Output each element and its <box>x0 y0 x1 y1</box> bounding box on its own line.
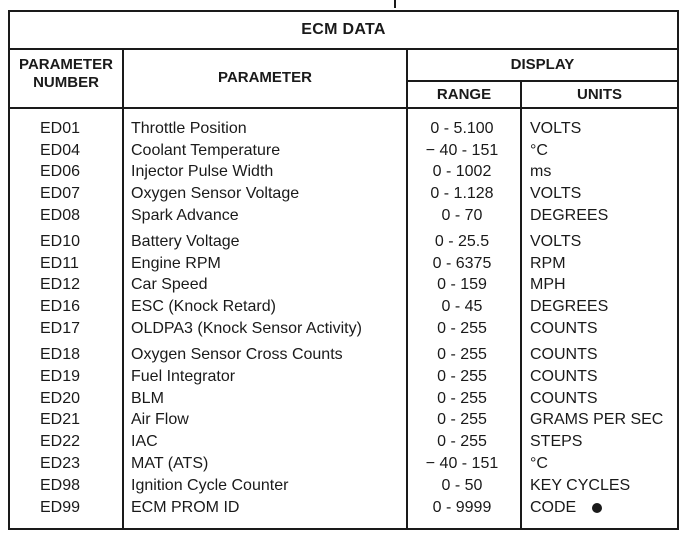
header-units: UNITS <box>577 86 622 103</box>
parameter-number-cell: ED01 <box>40 120 81 137</box>
range-cell: − 40 - 151 <box>425 455 499 472</box>
header-display: DISPLAY <box>510 56 575 73</box>
range-cell: 0 - 5.100 <box>430 120 494 137</box>
header-parameter: PARAMETER <box>218 69 312 86</box>
header-parameter-number-line1: PARAMETER <box>19 56 113 73</box>
units-cell: VOLTS <box>530 233 582 250</box>
top-tick-mark <box>394 0 396 8</box>
units-cell: MPH <box>530 276 566 293</box>
parameter-number-cell: ED16 <box>40 298 81 315</box>
table-row <box>10 161 677 183</box>
table-row <box>10 344 677 366</box>
table-row <box>10 318 677 340</box>
parameter-name-cell: BLM <box>131 390 164 407</box>
units-cell: KEY CYCLES <box>530 477 631 494</box>
units-cell: COUNTS <box>530 320 598 337</box>
units-cell: COUNTS <box>530 390 598 407</box>
table-row <box>10 140 677 162</box>
parameter-number-cell: ED10 <box>40 233 81 250</box>
parameter-number-cell: ED23 <box>40 455 81 472</box>
range-cell: 0 - 255 <box>437 320 487 337</box>
parameter-number-cell: ED18 <box>40 346 81 363</box>
units-cell: °C <box>530 142 548 159</box>
units-cell: DEGREES <box>530 207 609 224</box>
table-row <box>10 453 677 475</box>
units-cell: STEPS <box>530 433 583 450</box>
table-row <box>10 431 677 453</box>
parameter-number-cell: ED98 <box>40 477 81 494</box>
table-title: ECM DATA <box>10 12 677 50</box>
range-cell: 0 - 25.5 <box>434 233 490 250</box>
units-cell: °C <box>530 455 548 472</box>
parameter-number-cell: ED07 <box>40 185 81 202</box>
table-row <box>10 296 677 318</box>
range-cell: 0 - 1.128 <box>430 185 494 202</box>
units-cell: VOLTS <box>530 120 582 137</box>
units-cell: COUNTS <box>530 368 598 385</box>
units-cell: ms <box>530 163 552 180</box>
parameter-name-cell: Oxygen Sensor Cross Counts <box>131 346 343 363</box>
range-cell: 0 - 159 <box>437 276 487 293</box>
parameter-name-cell: Throttle Position <box>131 120 247 137</box>
range-cell: 0 - 45 <box>441 298 483 315</box>
parameter-name-cell: IAC <box>131 433 158 450</box>
table-row <box>10 388 677 410</box>
range-cell: 0 - 1002 <box>432 163 492 180</box>
table-row <box>10 118 677 140</box>
parameter-name-cell: ECM PROM ID <box>131 499 240 516</box>
units-cell: DEGREES <box>530 298 609 315</box>
units-cell: VOLTS <box>530 185 582 202</box>
parameter-number-cell: ED99 <box>40 499 81 516</box>
parameter-number-cell: ED06 <box>40 163 81 180</box>
parameter-name-cell: Car Speed <box>131 276 208 293</box>
parameter-name-cell: Injector Pulse Width <box>131 163 274 180</box>
table-row <box>10 231 677 253</box>
parameter-name-cell: Fuel Integrator <box>131 368 236 385</box>
parameter-number-cell: ED20 <box>40 390 81 407</box>
range-cell: 0 - 255 <box>437 346 487 363</box>
table-row <box>10 183 677 205</box>
header-range: RANGE <box>436 86 492 103</box>
range-cell: − 40 - 151 <box>425 142 499 159</box>
units-cell: COUNTS <box>530 346 598 363</box>
range-cell: 0 - 9999 <box>432 499 492 516</box>
parameter-name-cell: Battery Voltage <box>131 233 240 250</box>
range-cell: 0 - 255 <box>437 390 487 407</box>
parameter-name-cell: Air Flow <box>131 411 189 428</box>
range-cell: 0 - 70 <box>441 207 483 224</box>
range-cell: 0 - 50 <box>441 477 483 494</box>
range-cell: 0 - 255 <box>437 411 487 428</box>
filled-circle-icon <box>592 503 602 513</box>
table-row <box>10 205 677 227</box>
parameter-number-cell: ED21 <box>40 411 81 428</box>
units-cell: CODE <box>530 499 577 516</box>
table-row <box>10 253 677 275</box>
parameter-number-cell: ED22 <box>40 433 81 450</box>
divider-display-subheader <box>408 80 677 82</box>
parameter-name-cell: Oxygen Sensor Voltage <box>131 185 300 202</box>
ecm-data-table <box>8 10 679 530</box>
parameter-name-cell: ESC (Knock Retard) <box>131 298 276 315</box>
parameter-name-cell: Engine RPM <box>131 255 221 272</box>
table-row <box>10 497 677 519</box>
table-row <box>10 475 677 497</box>
header-parameter-number <box>10 56 122 92</box>
parameter-name-cell: Spark Advance <box>131 207 239 224</box>
range-cell: 0 - 255 <box>437 368 487 385</box>
parameter-number-cell: ED12 <box>40 276 81 293</box>
units-cell: GRAMS PER SEC <box>530 411 664 428</box>
range-cell: 0 - 6375 <box>432 255 492 272</box>
table-row <box>10 366 677 388</box>
parameter-name-cell: Coolant Temperature <box>131 142 281 159</box>
divider-header-body <box>10 107 677 109</box>
table-row <box>10 274 677 296</box>
units-cell: RPM <box>530 255 566 272</box>
parameter-number-cell: ED04 <box>40 142 81 159</box>
range-cell: 0 - 255 <box>437 433 487 450</box>
parameter-number-cell: ED08 <box>40 207 81 224</box>
parameter-number-cell: ED19 <box>40 368 81 385</box>
parameter-name-cell: OLDPA3 (Knock Sensor Activity) <box>131 320 362 337</box>
table-row <box>10 409 677 431</box>
parameter-number-cell: ED11 <box>40 255 79 272</box>
parameter-number-cell: ED17 <box>40 320 81 337</box>
header-parameter-number-line2: NUMBER <box>33 74 99 91</box>
parameter-name-cell: MAT (ATS) <box>131 455 209 472</box>
parameter-name-cell: Ignition Cycle Counter <box>131 477 289 494</box>
